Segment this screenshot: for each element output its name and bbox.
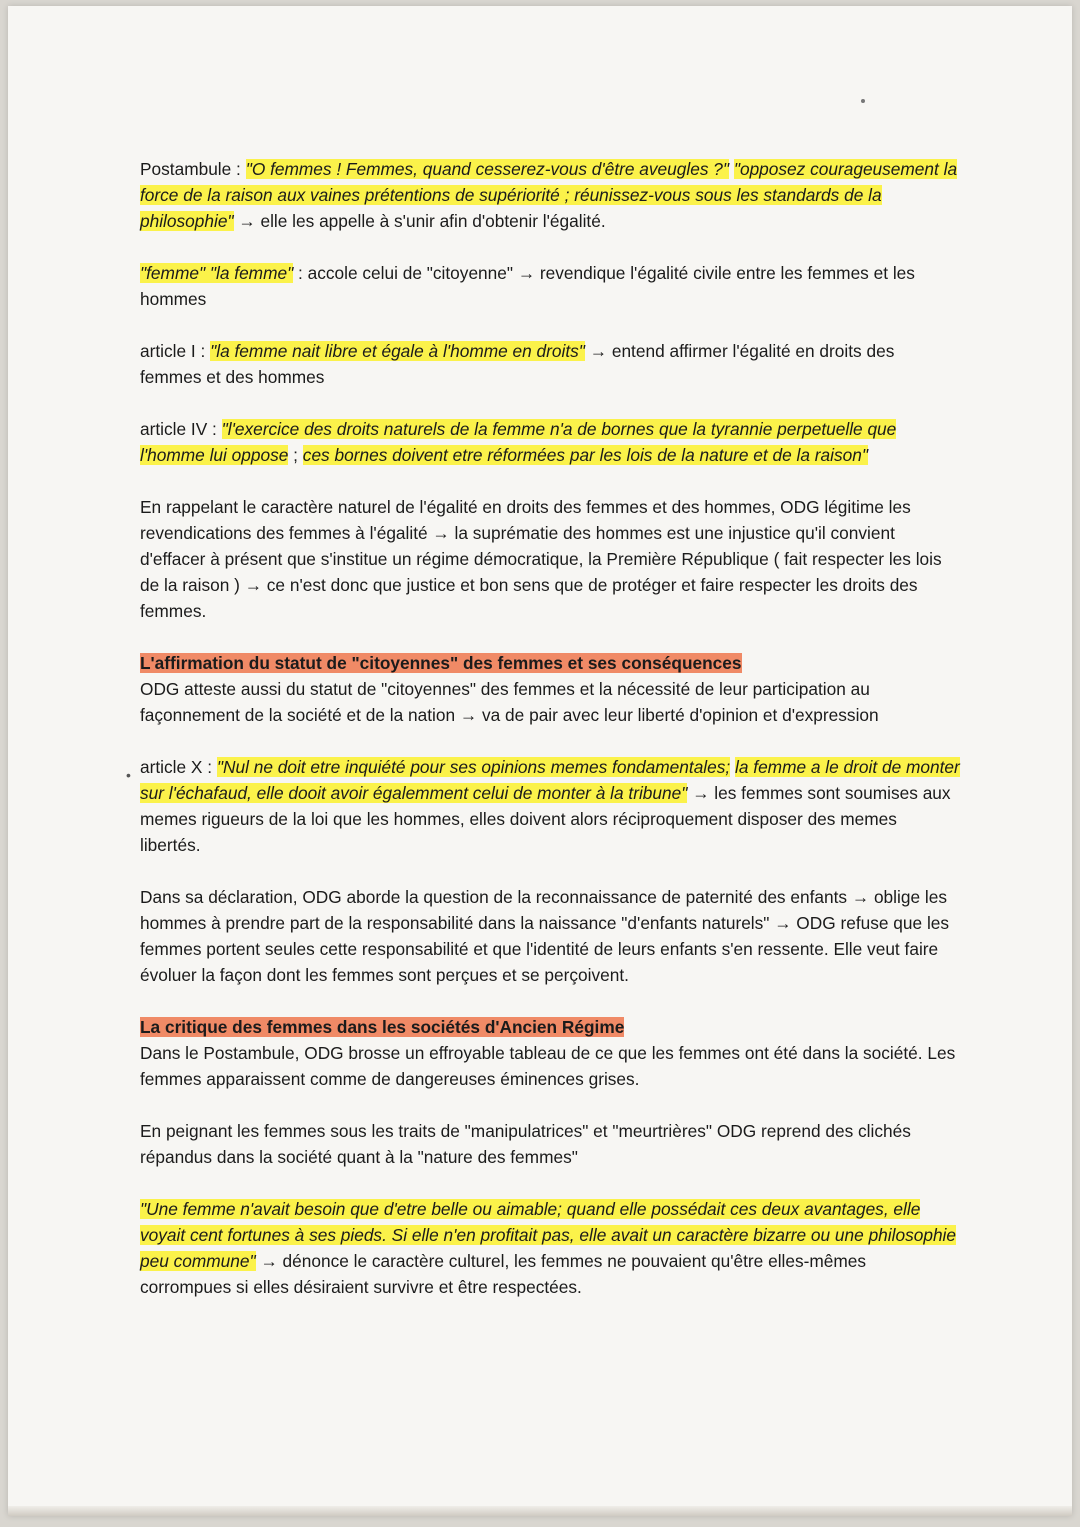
margin-dot: •	[126, 767, 131, 783]
final-quote: "Une femme n'avait besoin que d'etre belle ou aimable; quand elle possédait ces deux avantages, elle voyait cent fortunes à ses pieds. Si elle n'en profitait pas, elle avait un caractère bizarre ou une philosophie peu commune"	[140, 1199, 956, 1271]
article-10-comment: → les femmes sont soumises aux memes rigueurs de la loi que les hommes, elles doivent alors réciproquement disposer des memes libertés.	[140, 783, 951, 855]
section-ancien-regime	[140, 1014, 960, 1092]
postambule-quote-1: "O femmes ! Femmes, quand cesserez-vous d'être aveugles ?"	[245, 159, 730, 179]
cliches-paragraph: En peignant les femmes sous les traits de "manipulatrices" et "meurtrières" ODG reprend des clichés répandus dans la société quant à la "nature des femmes"	[140, 1121, 911, 1167]
article-1-comment: → entend affirmer l'égalité en droits des femmes et des hommes	[140, 341, 895, 387]
article-10-quote-1: "Nul ne doit etre inquiété pour ses opinions memes fondamentales;	[216, 757, 731, 777]
article-10-quote-2: la femme a le droit de monter sur l'échafaud, elle dooit avoir égalemment celui de monter à la tribune"	[140, 757, 960, 803]
article-4-quote-1: "l'exercice des droits naturels de la femme n'a de bornes que la tyrannie perpetuelle que l'homme lui oppose	[140, 419, 897, 465]
article-4-quote-2: ces bornes doivent etre réformées par les lois de la nature et de la raison"	[302, 445, 868, 465]
article-4-paragraph	[140, 416, 960, 468]
paternite-paragraph: Dans sa déclaration, ODG aborde la question de la reconnaissance de paternité des enfants → oblige les hommes à prendre part de la responsabilité dans la naissance "d'enfants naturels" → ODG refuse que les femmes portent seules cette responsabilité et que l'identité de leurs enfants s'en ressente. Elle veut faire évoluer la façon dont les femmes sont perçues et se perçoivent.	[140, 887, 950, 985]
postambule-label: Postambule :	[140, 159, 241, 179]
article-4-separator: ;	[293, 445, 298, 465]
article-4-label: article IV :	[140, 419, 217, 439]
notes-content	[140, 156, 960, 1326]
postambule-comment: → elle les appelle à s'unir afin d'obtenir l'égalité.	[238, 211, 606, 231]
femme-paragraph	[140, 260, 960, 312]
section-citoyennes	[140, 650, 960, 728]
page-bottom-edge	[8, 1506, 1072, 1516]
femme-comment: : accole celui de "citoyenne" → revendique l'égalité civile entre les femmes et les hommes	[140, 263, 915, 309]
section-ancien-regime-body: Dans le Postambule, ODG brosse un effroyable tableau de ce que les femmes ont été dans la société. Les femmes apparaissent comme de dangereuses éminences grises.	[140, 1043, 956, 1089]
femme-quote: "femme" "la femme"	[140, 263, 294, 283]
section-citoyennes-heading: L'affirmation du statut de "citoyennes" des femmes et ses conséquences	[140, 653, 742, 673]
article-1-paragraph	[140, 338, 960, 390]
paper-sheet	[8, 6, 1072, 1516]
article-10-label: article X :	[140, 757, 213, 777]
article-1-label: article I :	[140, 341, 206, 361]
pen-mark	[861, 99, 865, 103]
section-ancien-regime-heading: La critique des femmes dans les sociétés d'Ancien Régime	[140, 1017, 625, 1037]
article-1-quote: "la femme nait libre et égale à l'homme en droits"	[210, 341, 585, 361]
postambule-quote-2: "opposez courageusement la force de la raison aux vaines prétentions de supériorité ; réunissez-vous sous les standards de la philosophie"	[140, 159, 958, 231]
final-comment: → dénonce le caractère culturel, les femmes ne pouvaient qu'être elles-mêmes corrompues si elles désiraient survivre et être respectées.	[140, 1251, 867, 1297]
article-10-paragraph	[140, 754, 960, 858]
final-paragraph	[140, 1196, 960, 1300]
postambule-paragraph	[140, 156, 960, 234]
section-citoyennes-body: ODG atteste aussi du statut de "citoyennes" des femmes et la nécessité de leur participation au façonnement de la société et de la nation → va de pair avec leur liberté d'opinion et d'expression	[140, 679, 879, 725]
rappel-paragraph: En rappelant le caractère naturel de l'égalité en droits des femmes et des hommes, ODG légitime les revendications des femmes à l'égalité → la suprématie des hommes est une injustice qu'il convient d'effacer à présent que s'institue un régime démocratique, la Première République ( fait respecter les lois de la raison ) → ce n'est donc que justice et bon sens que de protéger et faire respecter les droits des femmes.	[140, 497, 942, 621]
